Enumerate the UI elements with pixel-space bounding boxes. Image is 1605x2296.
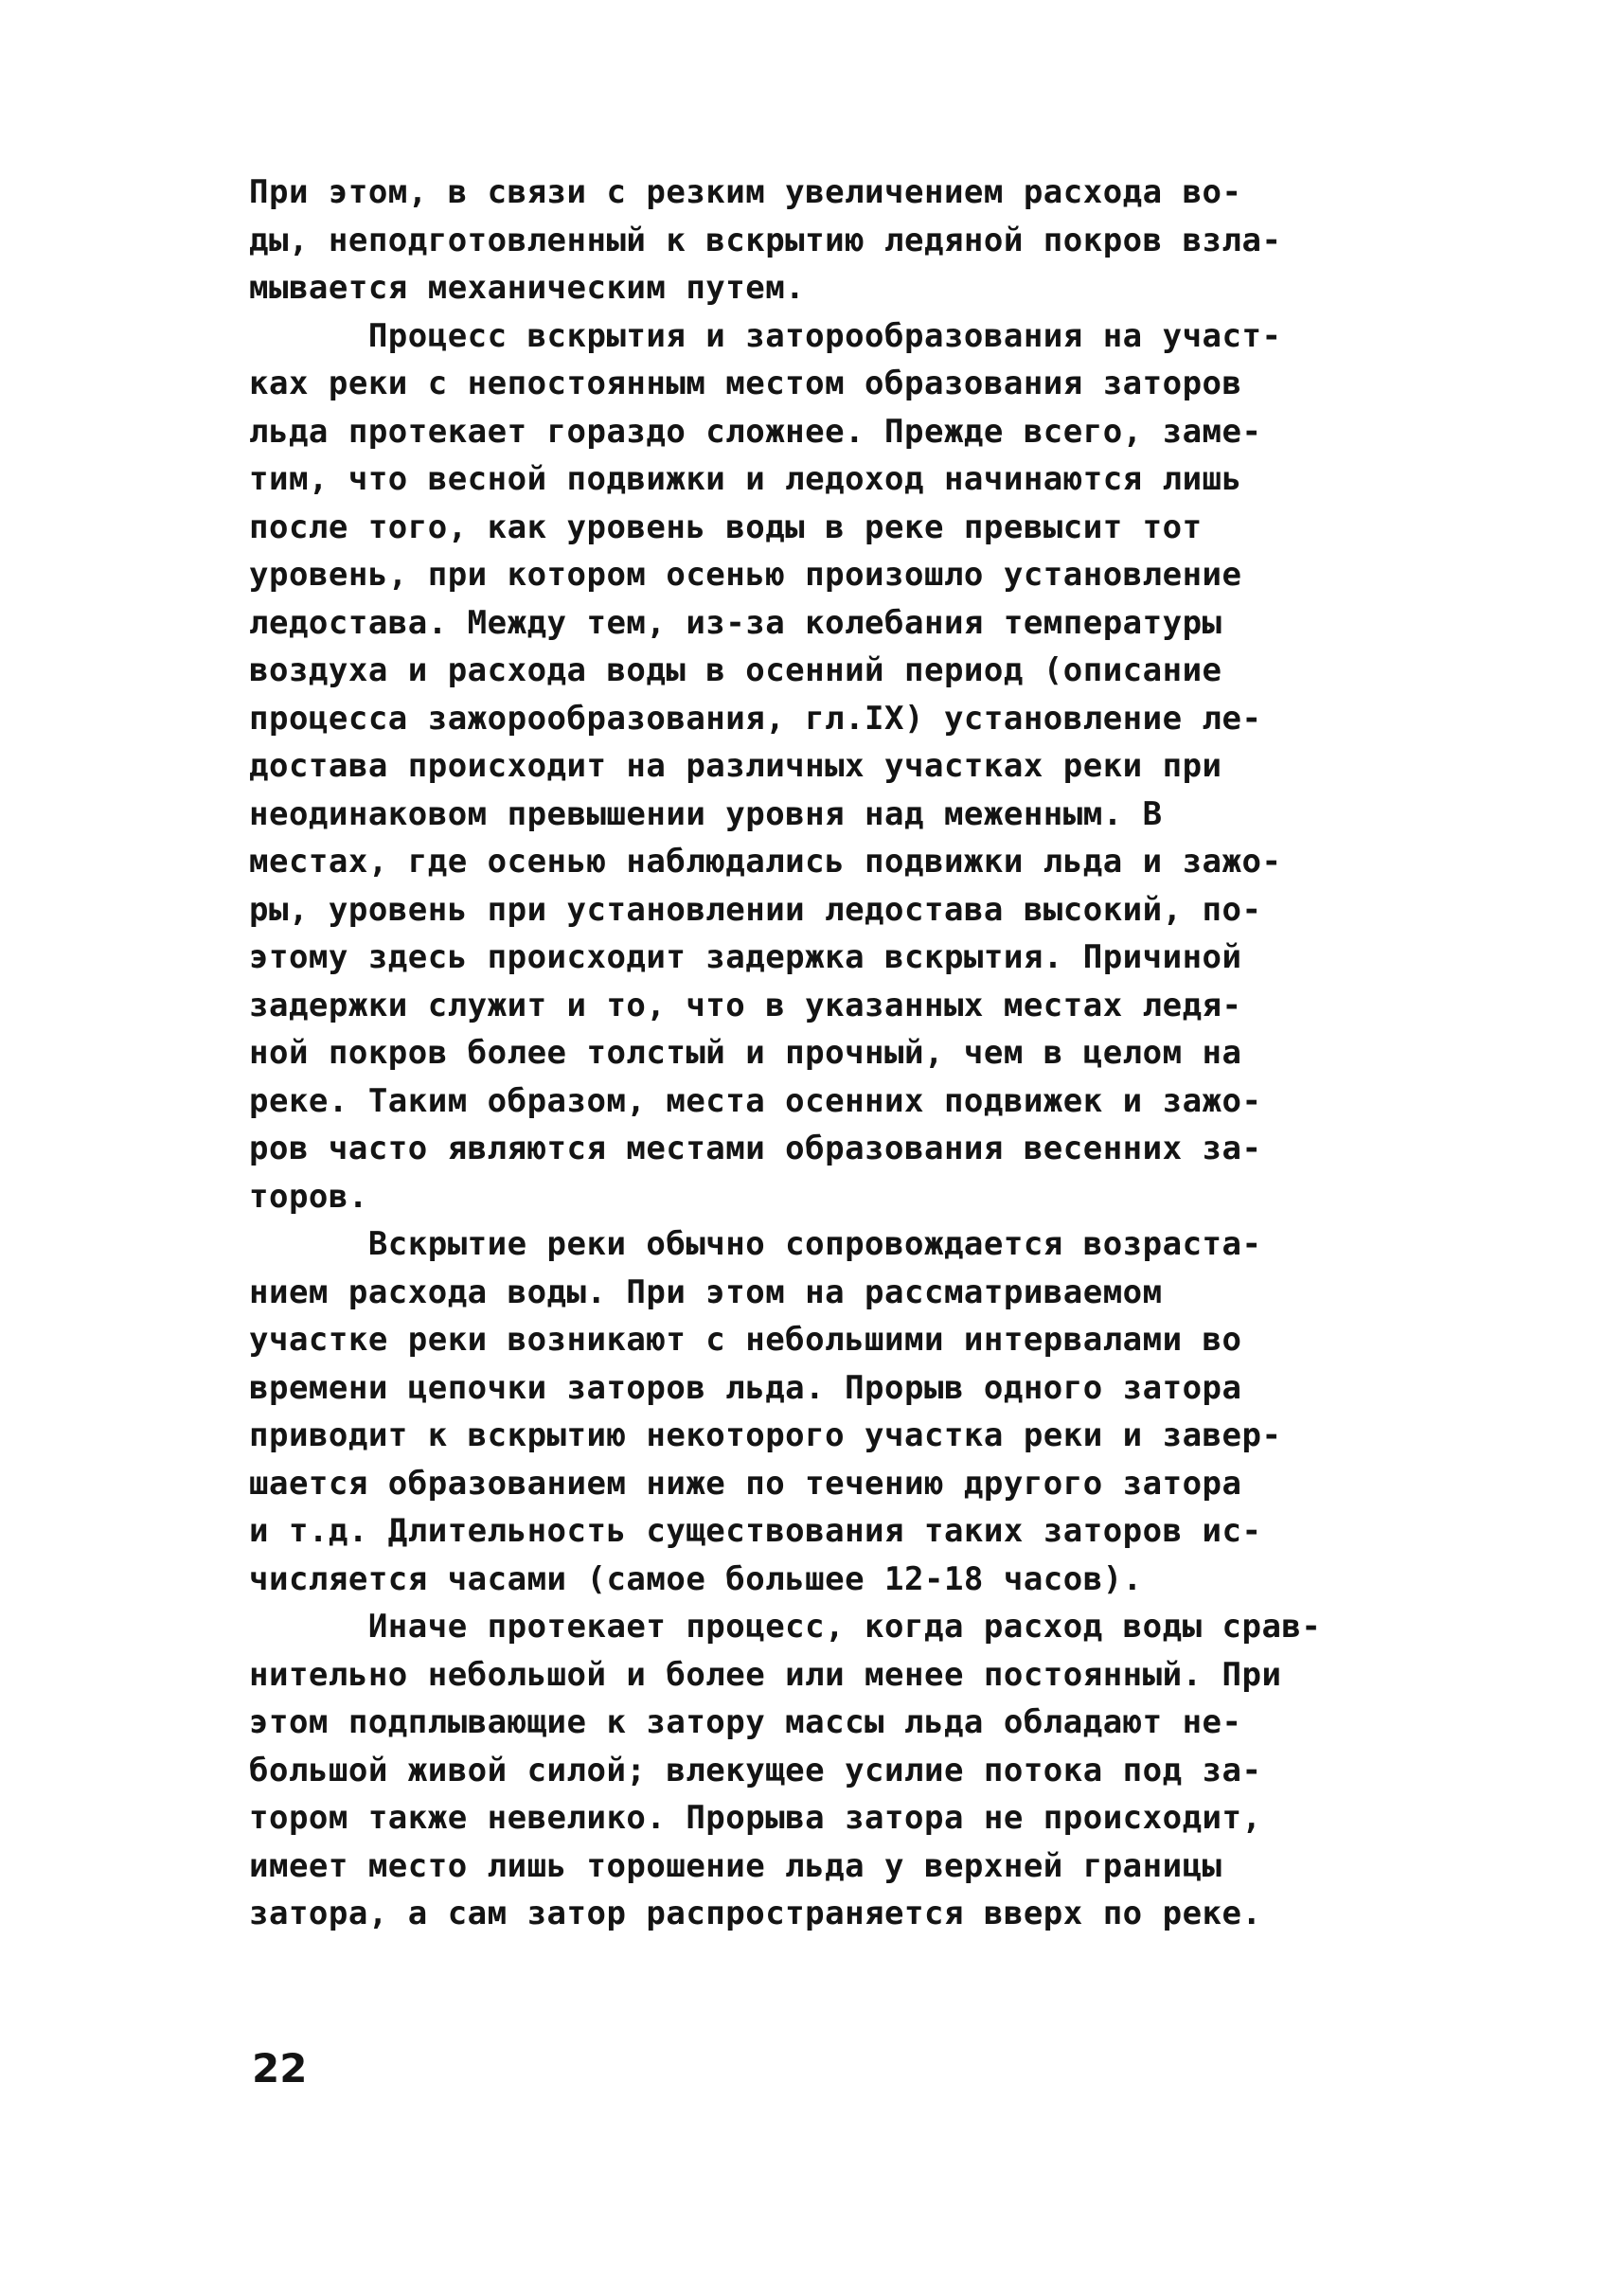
text-line: приводит к вскрытию некоторого участка реки и завер- [249, 1416, 1282, 1454]
text-line: после того, как уровень воды в реке превысит тот [249, 507, 1203, 546]
text-line: неодинаковом превышении уровня над меженным. В [249, 794, 1163, 833]
text-line: нием расхода воды. При этом на рассматриваемом [249, 1273, 1163, 1311]
text-line: задержки служит и то, что в указанных местах ледя- [249, 986, 1242, 1024]
text-line: льда протекает гораздо сложнее. Прежде всего, заме- [249, 412, 1262, 451]
text-line: Вскрытие реки обычно сопровождается возраста- [249, 1225, 1262, 1263]
text-line: воздуха и расхода воды в осенний период (описание [249, 651, 1222, 689]
body-text [249, 169, 1499, 1938]
text-line: тим, что весной подвижки и ледоход начинаются лишь [249, 460, 1242, 498]
text-line: достава происходит на различных участках реки при [249, 747, 1222, 785]
text-line: времени цепочки заторов льда. Прорыв одного затора [249, 1368, 1242, 1407]
text-line: ды, неподготовленный к вскрытию ледяной покров взла- [249, 221, 1282, 259]
text-line: уровень, при котором осенью произошло установление [249, 556, 1242, 594]
text-line: местах, где осенью наблюдались подвижки льда и зажо- [249, 843, 1282, 881]
text-line: ледостава. Между тем, из-за колебания температуры [249, 603, 1222, 642]
text-line: При этом, в связи с резким увеличением расхода во- [249, 173, 1242, 211]
text-line: этому здесь происходит задержка вскрытия. Причиной [249, 938, 1242, 976]
text-line: нительно небольшой и более или менее постоянный. При [249, 1655, 1282, 1694]
text-line: шается образованием ниже по течению другого затора [249, 1464, 1242, 1503]
text-line: большой живой силой; влекущее усилие потока под за- [249, 1751, 1262, 1789]
text-line: ров часто являются местами образования весенних за- [249, 1130, 1262, 1167]
page-number: 22 [252, 2045, 308, 2091]
text-line: числяется часами (самое большее 12-18 часов). [249, 1559, 1143, 1598]
text-line: имеет место лишь торошение льда у верхней границы [249, 1846, 1222, 1885]
text-line: тором также невелико. Прорыва затора не происходит, [249, 1799, 1262, 1837]
text-line: ной покров более толстый и прочный, чем в целом на [249, 1034, 1242, 1072]
text-line: и т.д. Длительность существования таких заторов ис- [249, 1512, 1262, 1550]
text-line: реке. Таким образом, места осенних подвижек и зажо- [249, 1081, 1262, 1120]
text-line: мывается механическим путем. [249, 269, 806, 307]
text-line: Процесс вскрытия и заторообразования на участ- [249, 316, 1282, 355]
text-line: затора, а сам затор распространяется вверх по реке. [249, 1895, 1262, 1932]
text-line: ры, уровень при установлении ледостава высокий, по- [249, 890, 1262, 929]
text-line: участке реки возникают с небольшими интервалами во [249, 1321, 1242, 1359]
text-line: ках реки с непостоянным местом образования заторов [249, 365, 1242, 402]
text-line: торов. [249, 1177, 368, 1216]
text-line: процесса зажорообразования, гл.IX) установление ле- [249, 699, 1262, 738]
text-line: этом подплывающие к затору массы льда обладают не- [249, 1703, 1242, 1741]
text-line: Иначе протекает процесс, когда расход воды срав- [249, 1608, 1322, 1646]
